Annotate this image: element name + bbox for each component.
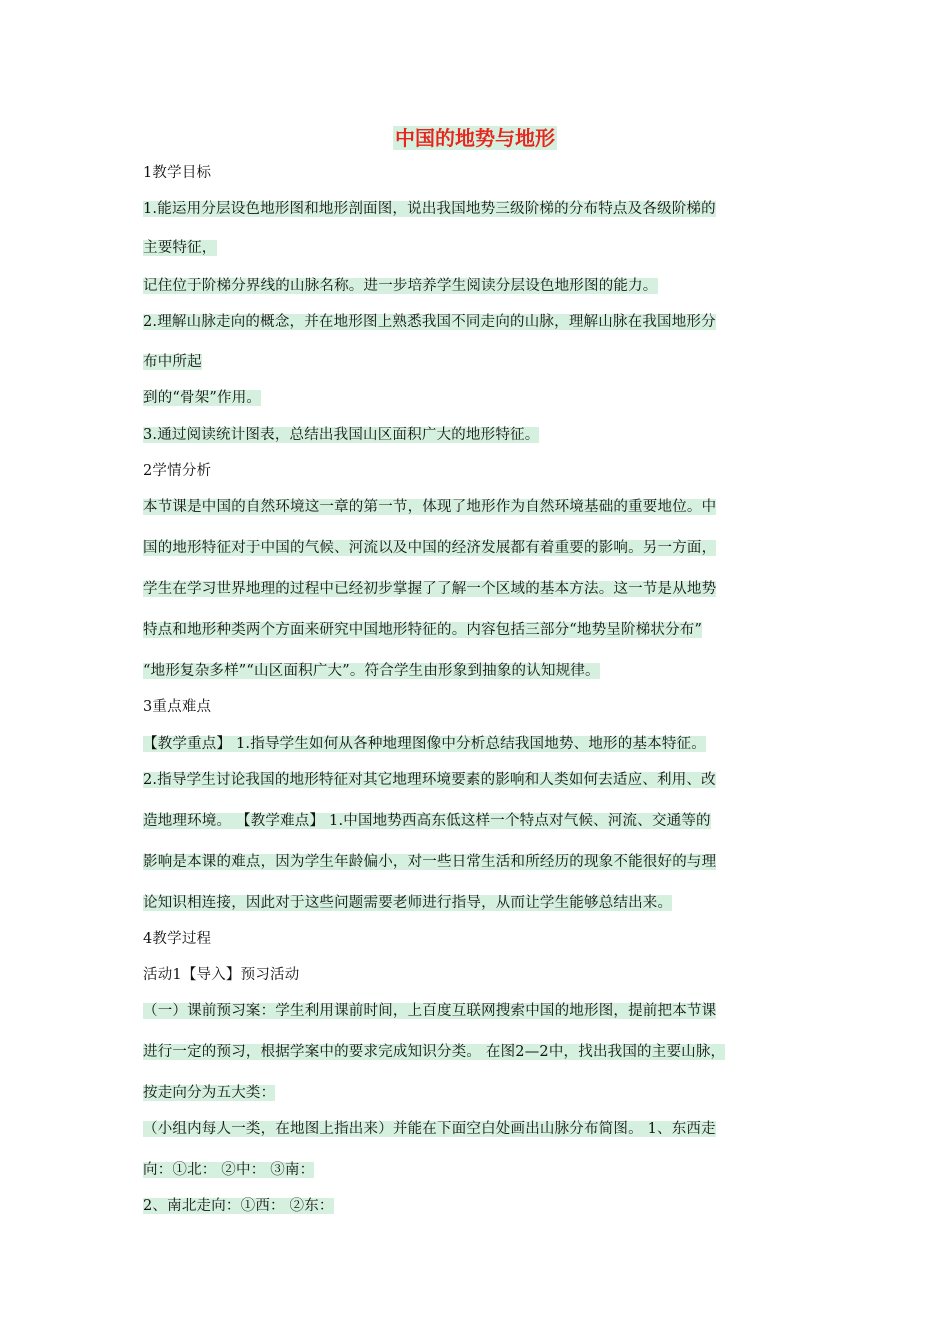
paragraph-line: 布中所起 (143, 354, 202, 370)
paragraph-line: 到的“骨架”作用。 (143, 390, 262, 406)
paragraph-line: 论知识相连接，因此对于这些问题需要老师进行指导，从而让学生能够总结出来。 (143, 895, 673, 911)
paragraph-line: 【教学重点】 1.指导学生如何从各种地理图像中分析总结我国地势、地形的基本特征。 (143, 736, 706, 752)
paragraph-line: 学生在学习世界地理的过程中已经初步掌握了了解一个区域的基本方法。这一节是从地势 (143, 581, 717, 597)
paragraph-line: 国的地形特征对于中国的气候、河流以及中国的经济发展都有着重要的影响。另一方面， (143, 540, 717, 556)
document-title-text: 中国的地势与地形 (395, 126, 555, 150)
paragraph-line: 3.通过阅读统计图表，总结出我国山区面积广大的地形特征。 (143, 427, 540, 443)
paragraph-line: “地形复杂多样”“山区面积广大”。符合学生由形象到抽象的认知规律。 (143, 663, 600, 679)
paragraph-line: 记住位于阶梯分界线的山脉名称。进一步培养学生阅读分层设色地形图的能力。 (143, 278, 658, 294)
section-heading: 4教学过程 (143, 931, 212, 947)
paragraph-line: 向：①北： ②中： ③南： (143, 1162, 315, 1178)
paragraph-line: （一）课前预习案：学生利用课前时间，上百度互联网搜索中国的地形图，提前把本节课 (143, 1003, 717, 1019)
paragraph-line: 进行一定的预习，根据学案中的要求完成知识分类。 在图2—2中，找出我国的主要山脉， (143, 1044, 726, 1060)
section-heading: 2学情分析 (143, 463, 212, 479)
section-heading: 3重点难点 (143, 699, 212, 715)
paragraph-line: 按走向分为五大类： (143, 1085, 276, 1101)
paragraph-line: 主要特征， (143, 240, 217, 256)
paragraph-line: 造地理环境。 【教学难点】 1.中国地势西高东低这样一个特点对气候、河流、交通等的 (143, 813, 711, 829)
paragraph-line: 2.理解山脉走向的概念，并在地形图上熟悉我国不同走向的山脉，理解山脉在我国地形分 (143, 314, 716, 330)
paragraph-line: 本节课是中国的自然环境这一章的第一节，体现了地形作为自然环境基础的重要地位。中 (143, 499, 717, 515)
paragraph-line: 特点和地形种类两个方面来研究中国地形特征的。内容包括三部分“地势呈阶梯状分布” (143, 622, 703, 638)
paragraph-line: 1.能运用分层设色地形图和地形剖面图，说出我国地势三级阶梯的分布特点及各级阶梯的 (143, 201, 716, 217)
paragraph-line: （小组内每人一类，在地图上指出来）并能在下面空白处画出山脉分布简图。 1、东西走 (143, 1121, 716, 1137)
activity-heading: 活动1【导入】预习活动 (143, 967, 300, 983)
section-heading: 1教学目标 (143, 165, 212, 181)
document-title (0, 124, 950, 152)
paragraph-line: 2、南北走向：①西： ②东： (143, 1198, 334, 1214)
paragraph-line: 2.指导学生讨论我国的地形特征对其它地理环境要素的影响和人类如何去适应、利用、改 (143, 772, 716, 788)
paragraph-line: 影响是本课的难点，因为学生年龄偏小，对一些日常生活和所经历的现象不能很好的与理 (143, 854, 717, 870)
